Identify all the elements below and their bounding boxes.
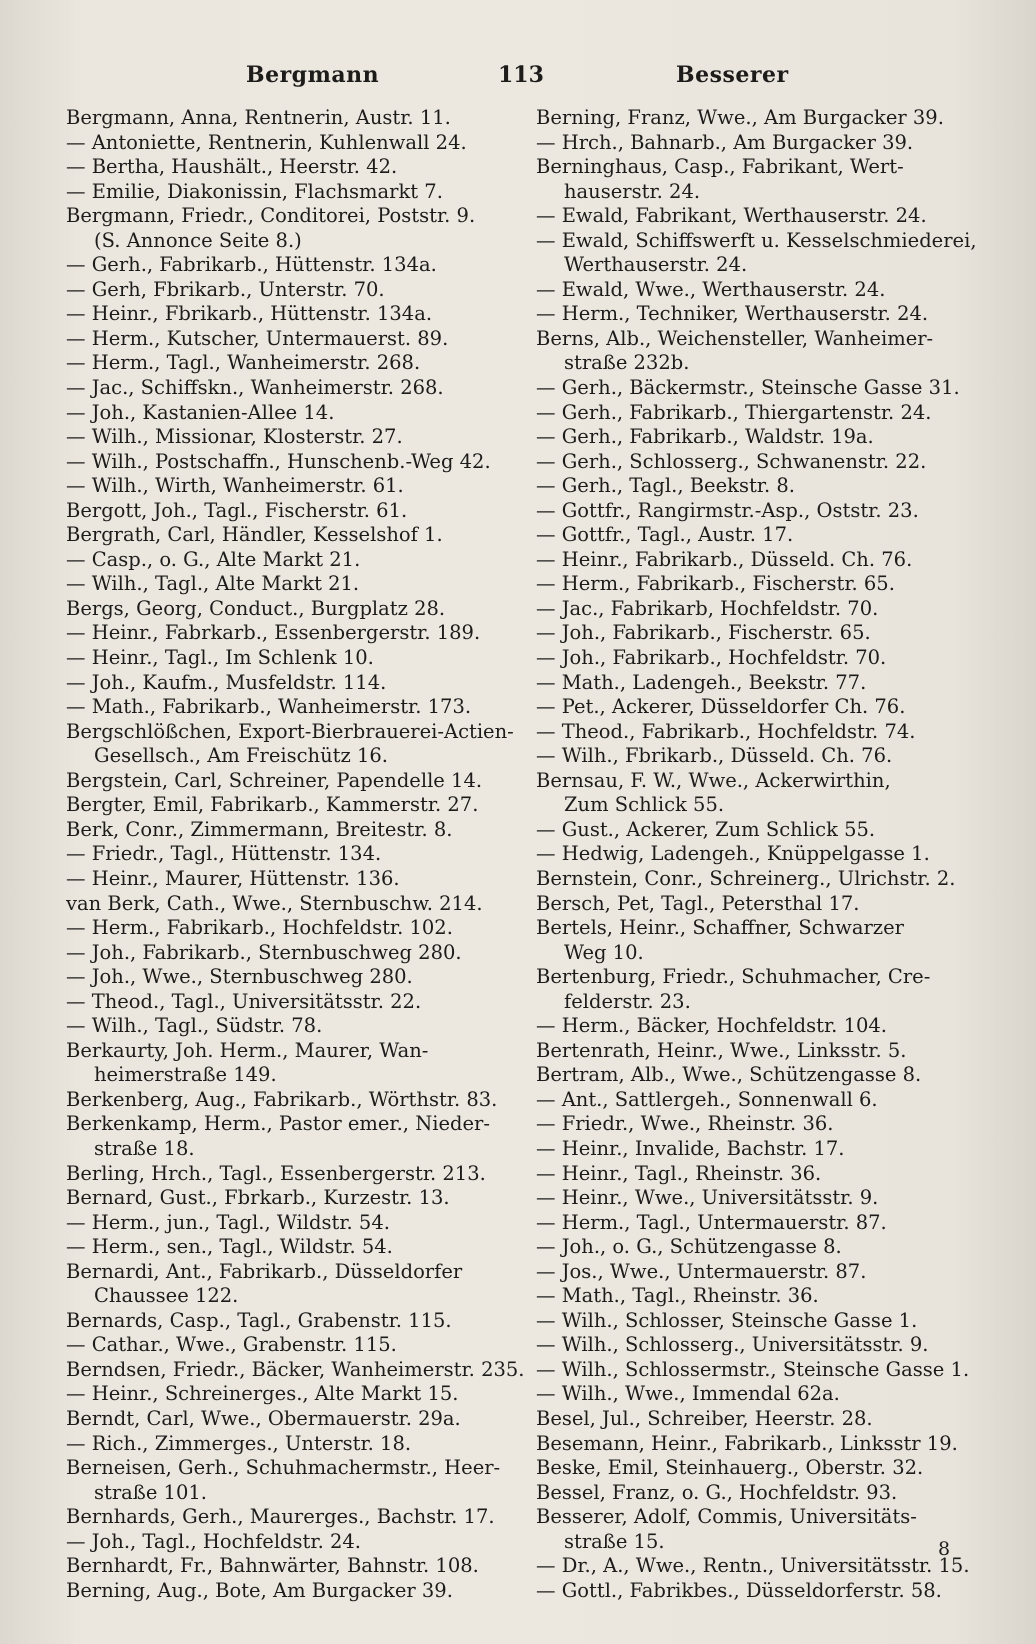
directory-entry-line: Bergs, Georg, Conduct., Burgplatz 28. bbox=[66, 596, 446, 620]
directory-entry-line: straße 101. bbox=[94, 1480, 207, 1504]
directory-entry-line: hauserstr. 24. bbox=[564, 179, 701, 203]
directory-entry-line: — Gerh., Tagl., Beekstr. 8. bbox=[536, 474, 795, 498]
directory-entry-line: — Joh., o. G., Schützengasse 8. bbox=[536, 1235, 842, 1259]
directory-entry-line: van Berk, Cath., Wwe., Sternbuschw. 214. bbox=[66, 891, 483, 915]
directory-entry-line: — Joh., Kastanien-Allee 14. bbox=[66, 400, 335, 424]
directory-entry-line: Besserer, Adolf, Commis, Universitäts- bbox=[536, 1505, 917, 1529]
directory-entry-line: Berns, Alb., Weichensteller, Wanheimer- bbox=[536, 326, 934, 350]
directory-entry-line: — Gerh, Fbrikarb., Unterstr. 70. bbox=[66, 277, 385, 301]
directory-entry-line: — Theod., Tagl., Universitätsstr. 22. bbox=[66, 989, 422, 1013]
directory-entry-line: — Gerh., Schlosserg., Schwanenstr. 22. bbox=[536, 449, 927, 473]
directory-entry-line: — Joh., Fabrikarb., Hochfeldstr. 70. bbox=[536, 646, 887, 670]
directory-entry-line: — Herm., Techniker, Werthauserstr. 24. bbox=[536, 302, 929, 326]
directory-entry-line: — Hedwig, Ladengeh., Knüppelgasse 1. bbox=[536, 842, 930, 866]
directory-entry-line: Berneisen, Gerh., Schuhmachermstr., Heer- bbox=[66, 1456, 501, 1480]
directory-entry-line: — Wilh., Tagl., Alte Markt 21. bbox=[66, 572, 360, 596]
directory-entry-line: — Ant., Sattlergeh., Sonnenwall 6. bbox=[536, 1087, 878, 1111]
directory-entry-line: — Herm., sen., Tagl., Wildstr. 54. bbox=[66, 1235, 393, 1259]
directory-entry-line: — Joh., Fabrikarb., Sternbuschweg 280. bbox=[66, 940, 462, 964]
directory-entry-line: — Heinr., Maurer, Hüttenstr. 136. bbox=[66, 866, 400, 890]
directory-entry-line: Berndt, Carl, Wwe., Obermauerstr. 29a. bbox=[66, 1406, 461, 1430]
directory-entry-line: — Herm., Bäcker, Hochfeldstr. 104. bbox=[536, 1014, 887, 1038]
directory-entry-line: — Heinr., Fabrikarb., Düsseld. Ch. 76. bbox=[536, 547, 913, 571]
directory-entry-line: — Cathar., Wwe., Grabenstr. 115. bbox=[66, 1333, 397, 1357]
directory-entry-line: — Gottfr., Rangirmstr.-Asp., Oststr. 23. bbox=[536, 498, 919, 522]
directory-entry-line: — Jac., Fabrikarb, Hochfeldstr. 70. bbox=[536, 596, 879, 620]
directory-entry-line: — Herm., Kutscher, Untermauerst. 89. bbox=[66, 326, 449, 350]
directory-entry-line: — Gust., Ackerer, Zum Schlick 55. bbox=[536, 817, 876, 841]
directory-entry-line: Bersch, Pet, Tagl., Petersthal 17. bbox=[536, 891, 860, 915]
directory-entry-line: — Math., Tagl., Rheinstr. 36. bbox=[536, 1284, 819, 1308]
directory-entry-line: — Herm., Tagl., Wanheimerstr. 268. bbox=[66, 351, 421, 375]
directory-entry-line: — Heinr., Tagl., Rheinstr. 36. bbox=[536, 1161, 822, 1185]
directory-entry-line: — Gerh., Fabrikarb., Hüttenstr. 134a. bbox=[66, 253, 437, 277]
directory-entry-line: heimerstraße 149. bbox=[94, 1063, 277, 1087]
directory-entry-line: Bertenrath, Heinr., Wwe., Linksstr. 5. bbox=[536, 1038, 907, 1062]
directory-entry-line: — Heinr., Tagl., Im Schlenk 10. bbox=[66, 646, 374, 670]
right-running-head: Besserer bbox=[676, 62, 789, 88]
directory-entry-line: — Wilh., Wirth, Wanheimerstr. 61. bbox=[66, 474, 404, 498]
page-number: 113 bbox=[498, 62, 544, 88]
directory-entry-line: Bertram, Alb., Wwe., Schützengasse 8. bbox=[536, 1063, 922, 1087]
directory-entry-line: straße 232b. bbox=[564, 351, 690, 375]
directory-entry-line: — Joh., Kaufm., Musfeldstr. 114. bbox=[66, 670, 387, 694]
directory-entry-line: straße 15. bbox=[564, 1529, 665, 1553]
directory-entry-line: — Joh., Tagl., Hochfeldstr. 24. bbox=[66, 1529, 361, 1553]
directory-entry-line: Bernard, Gust., Fbrkarb., Kurzestr. 13. bbox=[66, 1186, 450, 1210]
directory-entry-line: Berling, Hrch., Tagl., Essenbergerstr. 213. bbox=[66, 1161, 486, 1185]
directory-entry-line: straße 18. bbox=[94, 1136, 195, 1160]
directory-entry-line: — Dr., A., Wwe., Rentn., Universitätsstr. 15. bbox=[536, 1554, 970, 1578]
directory-entry-line: — Wilh., Schlosser, Steinsche Gasse 1. bbox=[536, 1308, 918, 1332]
directory-entry-line: — Ewald, Wwe., Werthauserstr. 24. bbox=[536, 277, 886, 301]
directory-entry-line: Beske, Emil, Steinhauerg., Oberstr. 32. bbox=[536, 1456, 924, 1480]
directory-entry-line: Bergott, Joh., Tagl., Fischerstr. 61. bbox=[66, 498, 408, 522]
directory-entry-line: — Gerh., Fabrikarb., Thiergartenstr. 24. bbox=[536, 400, 932, 424]
directory-entry-line: Berndsen, Friedr., Bäcker, Wanheimerstr. 235. bbox=[66, 1357, 525, 1381]
directory-entry-line: Bernhardt, Fr., Bahnwärter, Bahnstr. 108. bbox=[66, 1554, 479, 1578]
directory-entry-line: (S. Annonce Seite 8.) bbox=[94, 228, 302, 252]
directory-entry-line: — Herm., Fabrikarb., Hochfeldstr. 102. bbox=[66, 916, 453, 940]
directory-entry-line: — Gottl., Fabrikbes., Düsseldorferstr. 58. bbox=[536, 1578, 942, 1602]
directory-entry-line: — Heinr., Fbrikarb., Hüttenstr. 134a. bbox=[66, 302, 433, 326]
directory-entry-line: — Heinr., Fabrkarb., Essenbergerstr. 189. bbox=[66, 621, 481, 645]
directory-entry-line: — Antoniette, Rentnerin, Kuhlenwall 24. bbox=[66, 130, 467, 154]
directory-entry-line: — Joh., Fabrikarb., Fischerstr. 65. bbox=[536, 621, 871, 645]
directory-entry-line: — Casp., o. G., Alte Markt 21. bbox=[66, 547, 361, 571]
directory-entry-line: Bernhards, Gerh., Maurerges., Bachstr. 17. bbox=[66, 1505, 495, 1529]
directory-entry-line: Bernsau, F. W., Wwe., Ackerwirthin, bbox=[536, 768, 891, 792]
directory-entry-line: — Bertha, Haushält., Heerstr. 42. bbox=[66, 155, 398, 179]
directory-entry-line: Besel, Jul., Schreiber, Heerstr. 28. bbox=[536, 1406, 873, 1430]
directory-entry-line: — Wilh., Schlossermstr., Steinsche Gasse 1. bbox=[536, 1357, 970, 1381]
directory-entry-line: — Heinr., Wwe., Universitätsstr. 9. bbox=[536, 1186, 879, 1210]
directory-entry-line: — Wilh., Schlosserg., Universitätsstr. 9. bbox=[536, 1333, 929, 1357]
directory-entry-line: — Gerh., Fabrikarb., Waldstr. 19a. bbox=[536, 425, 874, 449]
directory-entry-line: Gesellsch., Am Freischütz 16. bbox=[94, 744, 388, 768]
directory-entry-line: — Joh., Wwe., Sternbuschweg 280. bbox=[66, 965, 413, 989]
directory-entry-line: Besemann, Heinr., Fabrikarb., Linksstr 19. bbox=[536, 1431, 958, 1455]
directory-entry-line: — Wilh., Wwe., Immendal 62a. bbox=[536, 1382, 840, 1406]
directory-entry-line: — Hrch., Bahnarb., Am Burgacker 39. bbox=[536, 130, 914, 154]
directory-entry-line: Weg 10. bbox=[564, 940, 644, 964]
directory-entry-line: — Math., Ladengeh., Beekstr. 77. bbox=[536, 670, 867, 694]
signature-mark: 8 bbox=[938, 1538, 951, 1560]
directory-entry-line: Bertenburg, Friedr., Schuhmacher, Cre- bbox=[536, 965, 931, 989]
directory-entry-line: — Friedr., Tagl., Hüttenstr. 134. bbox=[66, 842, 382, 866]
directory-entry-line: — Heinr., Schreinerges., Alte Markt 15. bbox=[66, 1382, 459, 1406]
directory-entry-line: — Ewald, Schiffswerft u. Kesselschmiederei, bbox=[536, 228, 977, 252]
directory-entry-line: — Theod., Fabrikarb., Hochfeldstr. 74. bbox=[536, 719, 916, 743]
directory-entry-line: — Gottfr., Tagl., Austr. 17. bbox=[536, 523, 794, 547]
directory-entry-line: — Pet., Ackerer, Düsseldorfer Ch. 76. bbox=[536, 695, 906, 719]
directory-entry-line: — Gerh., Bäckermstr., Steinsche Gasse 31. bbox=[536, 376, 960, 400]
directory-entry-line: Bernards, Casp., Tagl., Grabenstr. 115. bbox=[66, 1308, 452, 1332]
directory-entry-line: — Heinr., Invalide, Bachstr. 17. bbox=[536, 1136, 845, 1160]
directory-entry-line: Bergschlößchen, Export-Bierbrauerei-Actien- bbox=[66, 719, 514, 743]
directory-entry-line: Bertels, Heinr., Schaffner, Schwarzer bbox=[536, 916, 904, 940]
directory-entry-line: Bernstein, Conr., Schreinerg., Ulrichstr. 2. bbox=[536, 866, 956, 890]
directory-entry-line: Zum Schlick 55. bbox=[564, 793, 725, 817]
directory-entry-line: Bessel, Franz, o. G., Hochfeldstr. 93. bbox=[536, 1480, 898, 1504]
directory-entry-line: — Rich., Zimmerges., Unterstr. 18. bbox=[66, 1431, 412, 1455]
directory-entry-line: Bergstein, Carl, Schreiner, Papendelle 14. bbox=[66, 768, 483, 792]
directory-entry-line: — Herm., Tagl., Untermauerstr. 87. bbox=[536, 1210, 887, 1234]
directory-entry-line: — Emilie, Diakonissin, Flachsmarkt 7. bbox=[66, 179, 443, 203]
page-header bbox=[0, 58, 1036, 92]
directory-entry-line: — Jos., Wwe., Untermauerstr. 87. bbox=[536, 1259, 867, 1283]
directory-entry-line: Berkaurty, Joh. Herm., Maurer, Wan- bbox=[66, 1038, 429, 1062]
directory-entry-line: Chaussee 122. bbox=[94, 1284, 239, 1308]
directory-entry-line: — Friedr., Wwe., Rheinstr. 36. bbox=[536, 1112, 834, 1136]
directory-entry-line: Berkenkamp, Herm., Pastor emer., Nieder- bbox=[66, 1112, 490, 1136]
directory-entry-line: Bernardi, Ant., Fabrikarb., Düsseldorfer bbox=[66, 1259, 463, 1283]
directory-entry-line: Bergmann, Friedr., Conditorei, Poststr. 9. bbox=[66, 204, 476, 228]
directory-entry-line: — Ewald, Fabrikant, Werthauserstr. 24. bbox=[536, 204, 927, 228]
directory-entry-line: — Wilh., Missionar, Klosterstr. 27. bbox=[66, 425, 403, 449]
directory-entry-line: Berk, Conr., Zimmermann, Breitestr. 8. bbox=[66, 817, 453, 841]
directory-entry-line: — Jac., Schiffskn., Wanheimerstr. 268. bbox=[66, 376, 444, 400]
directory-entry-line: Bergrath, Carl, Händler, Kesselshof 1. bbox=[66, 523, 443, 547]
left-column bbox=[66, 106, 525, 1603]
left-running-head: Bergmann bbox=[246, 62, 380, 88]
directory-entry-line: — Herm., Fabrikarb., Fischerstr. 65. bbox=[536, 572, 895, 596]
directory-entry-line: — Wilh., Fbrikarb., Düsseld. Ch. 76. bbox=[536, 744, 893, 768]
directory-entry-line: — Wilh., Tagl., Südstr. 78. bbox=[66, 1014, 323, 1038]
directory-entry-line: Berninghaus, Casp., Fabrikant, Wert- bbox=[536, 155, 904, 179]
directory-entry-line: — Herm., jun., Tagl., Wildstr. 54. bbox=[66, 1210, 390, 1234]
directory-entry-line: Bergter, Emil, Fabrikarb., Kammerstr. 27. bbox=[66, 793, 479, 817]
directory-entry-line: felderstr. 23. bbox=[564, 989, 691, 1013]
directory-entry-line: Berning, Aug., Bote, Am Burgacker 39. bbox=[66, 1578, 453, 1602]
directory-entry-line: — Math., Fabrikarb., Wanheimerstr. 173. bbox=[66, 695, 472, 719]
directory-entry-line: Werthauserstr. 24. bbox=[564, 253, 748, 277]
directory-entry-line: Berkenberg, Aug., Fabrikarb., Wörthstr. 83. bbox=[66, 1087, 498, 1111]
right-column bbox=[536, 106, 976, 1603]
directory-entry-line: — Wilh., Postschaffn., Hunschenb.-Weg 42. bbox=[66, 449, 491, 473]
directory-entry-line: Bergmann, Anna, Rentnerin, Austr. 11. bbox=[66, 106, 451, 129]
directory-entry-line: Berning, Franz, Wwe., Am Burgacker 39. bbox=[536, 106, 944, 129]
